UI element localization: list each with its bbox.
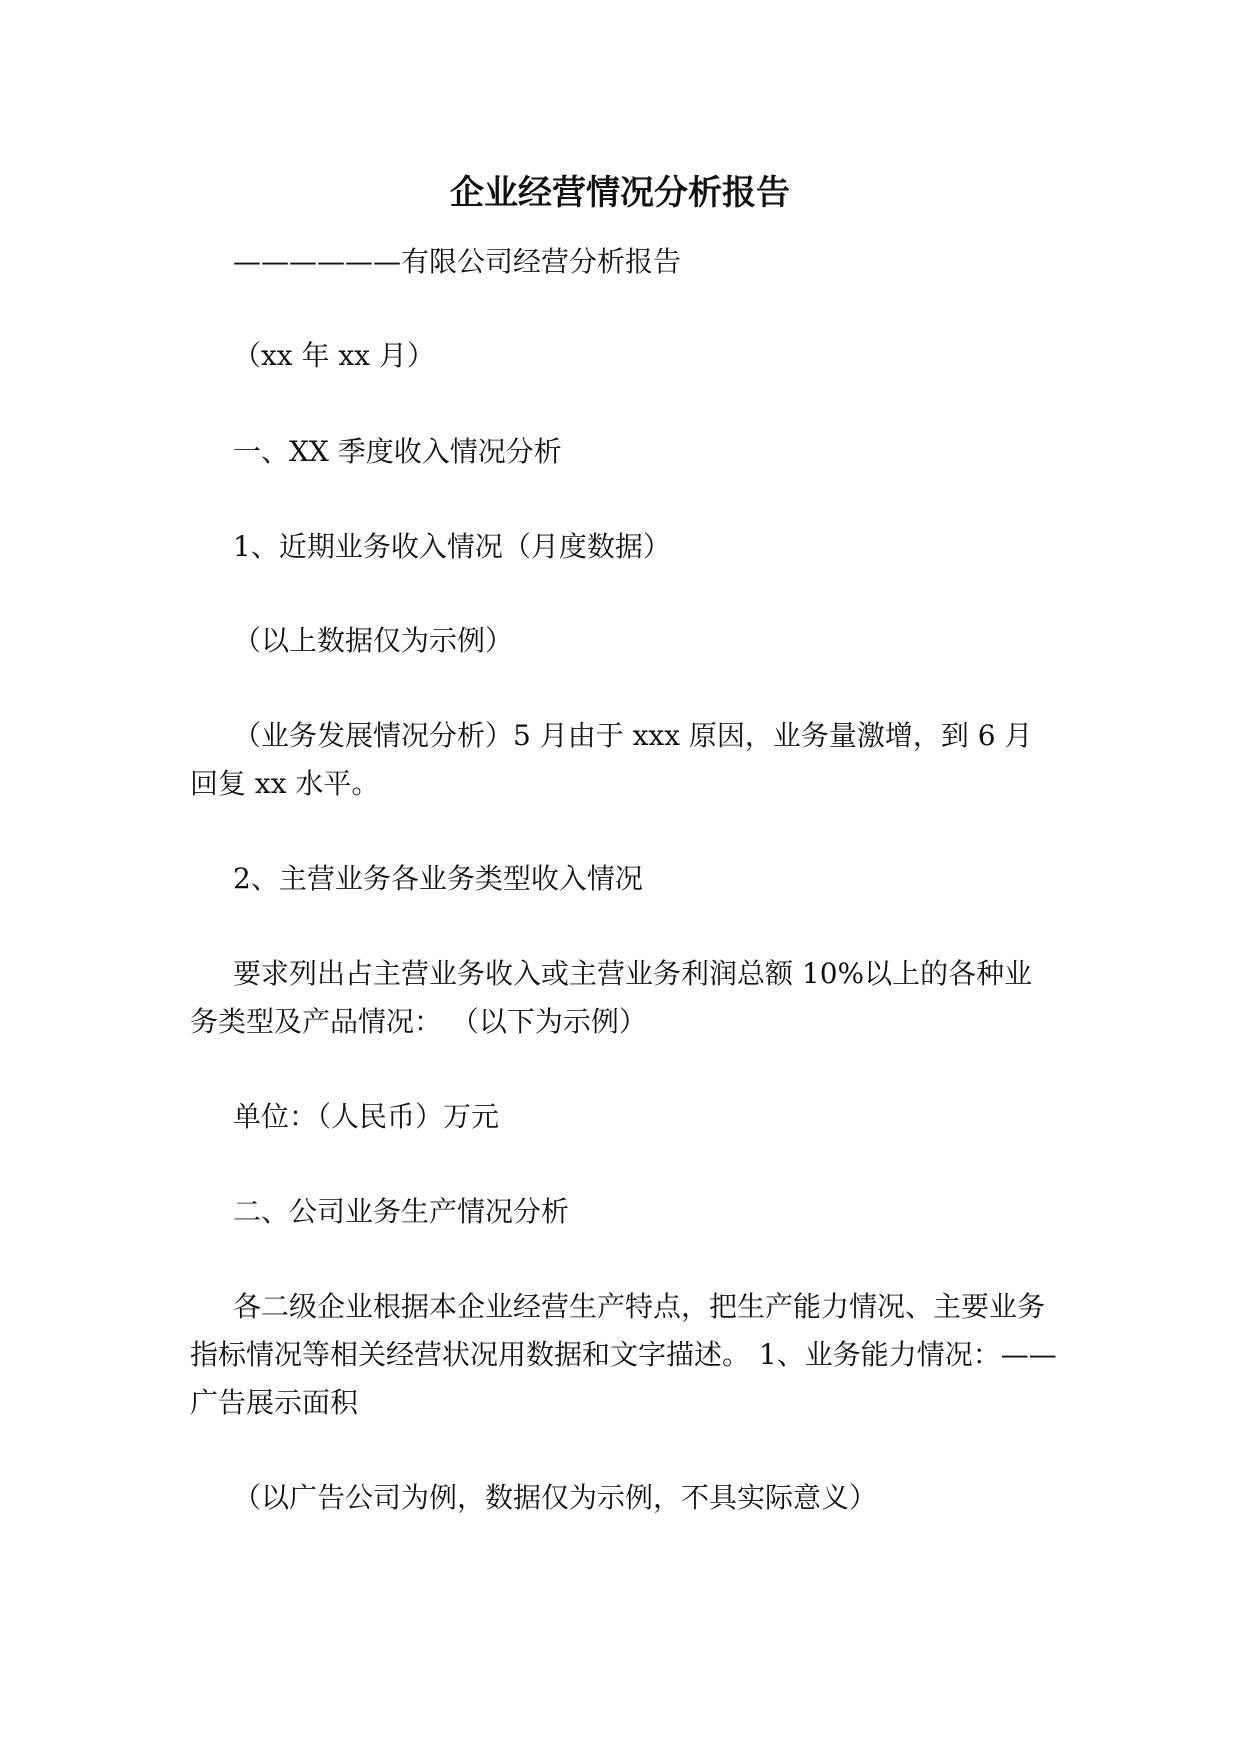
business-analysis-paragraph: （业务发展情况分析）5 月由于 xxx 原因，业务量激增，到 6 月回复 xx 水平。 (190, 719, 1033, 800)
section-1-heading: 一、XX 季度收入情况分析 (233, 435, 562, 468)
section-2-heading: 二、公司业务生产情况分析 (233, 1195, 570, 1228)
subtitle: ——————有限公司经营分析报告 (233, 245, 682, 278)
item-2-heading: 2、主营业务各业务类型收入情况 (233, 862, 643, 895)
data-note-1: （以上数据仅为示例） (233, 624, 514, 657)
unit-line: 单位：（人民币）万元 (233, 1100, 500, 1133)
data-note-2: （以广告公司为例，数据仅为示例，不具实际意义） (233, 1481, 878, 1514)
report-date: （xx 年 xx 月） (233, 339, 435, 372)
section-2-body: 各二级企业根据本企业经营生产特点，把生产能力情况、主要业务指标情况等相关经营状况用数据和文字描述。 1、业务能力情况：——广告展示面积 (190, 1290, 1057, 1419)
document-title: 企业经营情况分析报告 (450, 173, 790, 213)
requirement-paragraph: 要求列出占主营业务收入或主营业务利润总额 10%以上的各种业务类型及产品情况： （以下为示例） (190, 957, 1033, 1038)
item-1-heading: 1、近期业务收入情况（月度数据） (233, 530, 671, 563)
